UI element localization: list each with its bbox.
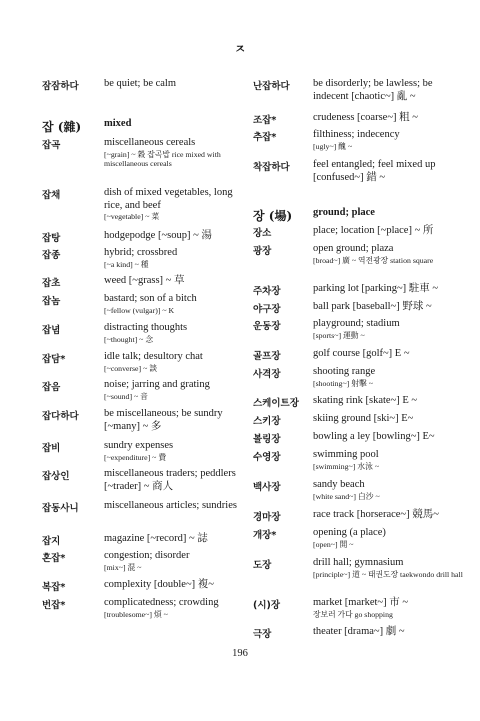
entry-definition [313,318,467,340]
definition-text: be disorderly; be lawless; be indecent [chaotic~] 亂 ~ [313,78,433,102]
dictionary-entry [42,550,238,572]
entry-headword: 잡비 [42,443,61,454]
dictionary-entry [253,243,467,265]
definition-text: distracting thoughts [104,322,188,333]
section-heading [42,118,238,132]
entry-definition [104,275,238,288]
entry-definition [313,207,467,220]
definition-subnote: [~thought] ~ 念 [104,334,154,344]
entry-definition [104,351,238,373]
entry-definition [313,348,467,361]
definition-text: dish of mixed vegetables, long rice, and beef [104,187,233,211]
definition-text: crudeness [coarse~] 粗 ~ [313,112,418,123]
entry-headword: 도장 [253,560,272,571]
entry-definition [313,449,467,471]
dictionary-entry [253,112,467,126]
entry-definition [104,293,238,315]
definition-text: be quiet; be calm [104,78,177,89]
definition-text: shooting range [313,366,376,377]
definition-subnote: [ugly~] 醜 ~ [313,141,353,151]
definition-text: drill hall; gymnasium [313,557,404,568]
entry-headword: (시)장 [253,600,281,611]
entry-definition [313,159,467,184]
entry-headword: 복잡* [42,582,66,593]
dictionary-entry [42,597,238,619]
entry-headword: 스키장 [253,416,281,427]
definition-text: be miscellaneous; be sundry [~many] ~ 多 [104,408,223,432]
entry-headword: 난잡하다 [253,81,290,92]
dictionary-entry [42,78,238,92]
entry-headword: 잡채 [42,190,61,201]
entry-definition [104,468,238,493]
entry-headword: 잡놈 [42,296,61,307]
definition-text: congestion; disorder [104,550,190,561]
dictionary-entry [42,468,238,493]
section-heading [253,207,467,221]
definition-text: skating rink [skate~] E ~ [313,395,418,406]
entry-definition [313,557,467,579]
dictionary-entry [253,597,467,619]
dictionary-entry [42,293,238,315]
definition-subnote: [~grain] ~ 穀 잡곡밥 rice mixed with miscellaneous cereals [104,149,221,168]
page-header: ㅈ [234,42,246,56]
entry-definition [313,78,467,103]
entry-definition [313,112,467,125]
definition-text: feel entangled; feel mixed up [confused~] 錯 ~ [313,159,436,183]
definition-text: open ground; plaza [313,243,394,254]
dictionary-entry [253,449,467,471]
entry-definition [104,579,238,592]
dictionary-entry [253,318,467,340]
dictionary-entry [253,509,467,523]
entry-headword: 장 (場) [253,209,293,223]
entry-definition [104,440,238,462]
definition-subnote: [open~] 開 ~ [313,539,354,549]
entry-definition [104,597,238,619]
dictionary-entry [42,533,238,547]
entry-headword: 잡념 [42,325,61,336]
definition-text: miscellaneous articles; sundries [104,500,237,511]
definition-text: playground; stadium [313,318,400,329]
dictionary-entry [253,225,467,239]
definition-subnote: [mix~] 混 ~ [104,562,142,572]
dictionary-entry [253,301,467,315]
dictionary-entry [42,579,238,593]
definition-text: ground; place [313,207,375,218]
entry-headword: 잡다하다 [42,411,79,422]
definition-subnote: [principle~] 道 ~ 태권도장 taekwondo drill hall [313,569,463,579]
definition-text: market [market~] 市 ~ [313,597,409,608]
entry-headword: 잡 (雜) [42,120,82,134]
dictionary-entry [253,159,467,184]
dictionary-entry [253,479,467,501]
definition-subnote: [sports~] 運動 ~ [313,330,365,340]
dictionary-entry [42,500,238,514]
entry-headword: 번잡* [42,600,66,611]
definition-text: bastard; son of a bitch [104,293,197,304]
definition-subnote: [swimming~] 水泳 ~ [313,461,380,471]
entry-headword: 잠잠하다 [42,81,79,92]
definition-subnote: [~expenditure] ~ 費 [104,452,167,462]
entry-headword: 잡탕 [42,233,61,244]
definition-text: complicatedness; crowding [104,597,219,608]
definition-text: bowling a ley [bowling~] E~ [313,431,435,442]
definition-text: idle talk; desultory chat [104,351,203,362]
entry-headword: 운동장 [253,321,281,332]
dictionary-entry [253,129,467,151]
definition-text: theater [drama~] 劇 ~ [313,626,405,637]
dictionary-entry [253,366,467,388]
definition-text: magazine [~record] ~ 誌 [104,533,208,544]
entry-definition [313,395,467,408]
definition-text: sandy beach [313,479,365,490]
entry-headword: 잡지 [42,536,61,547]
entry-headword: 잡곡 [42,140,61,151]
dictionary-entry [42,408,238,433]
dictionary-entry [42,187,238,222]
entry-definition [104,550,238,572]
entry-headword: 골프장 [253,351,281,362]
definition-subnote: [~converse] ~ 談 [104,363,158,373]
dictionary-entry [42,322,238,344]
entry-headword: 수영장 [253,452,281,463]
dictionary-entry [253,78,467,103]
entry-definition [104,533,238,546]
entry-definition [104,137,238,169]
entry-definition [313,509,467,522]
entry-definition [104,187,238,222]
definition-text: miscellaneous cereals [104,137,196,148]
definition-text: filthiness; indecency [313,129,400,140]
definition-text: complexity [double~] 複~ [104,579,214,590]
definition-text: ball park [baseball~] 野球 ~ [313,301,432,312]
definition-text: skiing ground [ski~] E~ [313,413,414,424]
definition-subnote: [troublesome~] 煩 ~ [104,609,168,619]
entry-definition [104,247,238,269]
entry-headword: 조잡* [253,115,277,126]
definition-subnote: [~sound] ~ 音 [104,391,148,401]
dictionary-entry [253,557,467,579]
definition-text: swimming pool [313,449,379,460]
entry-headword: 추잡* [253,132,277,143]
definition-text: race track [horserace~] 競馬~ [313,509,439,520]
entry-definition [313,413,467,426]
entry-definition [104,408,238,433]
dictionary-entry [253,395,467,409]
entry-definition [313,527,467,549]
entry-headword: 광장 [253,246,272,257]
dictionary-entry [253,431,467,445]
entry-definition [104,230,238,243]
definition-text: golf course [golf~] E ~ [313,348,410,359]
definition-subnote: [~a kind] ~ 種 [104,259,149,269]
entry-definition [313,597,467,619]
entry-headword: 백사장 [253,482,281,493]
entry-headword: 볼링장 [253,434,281,445]
entry-definition [313,626,467,639]
definition-text: parking lot [parking~] 駐車 ~ [313,283,439,294]
entry-definition [313,479,467,501]
entry-headword: 장소 [253,228,272,239]
entry-headword: 잡상인 [42,471,70,482]
definition-subnote: [~vegetable] ~ 菜 [104,212,160,221]
definition-subnote: [~fellow (vulgar)] ~ K [104,305,175,315]
entry-headword: 잡동사니 [42,503,79,514]
dictionary-entry [253,348,467,362]
entry-definition [313,129,467,151]
definition-text: opening (a place) [313,527,386,538]
entry-headword: 혼잡* [42,553,66,564]
dictionary-entry [42,351,238,373]
definition-text: hybrid; crossbred [104,247,178,258]
entry-headword: 스케이트장 [253,398,299,409]
dictionary-entry [253,283,467,297]
entry-definition [313,225,467,238]
entry-definition [313,366,467,388]
entry-headword: 사격장 [253,369,281,380]
definition-text: sundry expenses [104,440,174,451]
definition-text: mixed [104,118,132,129]
dictionary-entry [253,626,467,640]
entry-definition [313,283,467,296]
entry-headword: 착잡하다 [253,162,290,173]
dictionary-entry [253,413,467,427]
entry-headword: 잡초 [42,278,61,289]
definition-subnote: [broad~] 廣 ~ 역전광장 station square [313,255,434,265]
definition-text: miscellaneous traders; peddlers [~trader] ~ 商人 [104,468,236,492]
dictionary-entry [42,230,238,244]
definition-text: hodgepodge [~soup] ~ 湯 [104,230,212,241]
page-number: 196 [232,648,248,659]
dictionary-entry [42,247,238,269]
dictionary-entry [253,527,467,549]
definition-subnote: 장보러 가다 go shopping [313,609,393,619]
entry-definition [104,118,238,131]
entry-headword: 극장 [253,629,272,640]
entry-definition [104,78,238,91]
definition-subnote: [shooting~] 射擊 ~ [313,378,373,388]
entry-definition [313,431,467,444]
entry-headword: 개장* [253,530,277,541]
entry-headword: 경마장 [253,512,281,523]
entry-headword: 잡종 [42,250,61,261]
definition-text: place; location [~place] ~ 所 [313,225,434,236]
dictionary-entry [42,440,238,462]
entry-definition [313,243,467,265]
entry-definition [313,301,467,314]
dictionary-entry [42,379,238,401]
entry-definition [104,500,238,513]
dictionary-entry [42,275,238,289]
entry-headword: 잡음 [42,382,61,393]
entry-headword: 야구장 [253,304,281,315]
entry-headword: 주차장 [253,286,281,297]
entry-definition [104,379,238,401]
definition-subnote: [white sand~] 白沙 ~ [313,491,380,501]
definition-text: weed [~grass] ~ 草 [104,275,185,286]
definition-text: noise; jarring and grating [104,379,210,390]
entry-definition [104,322,238,344]
dictionary-entry [42,137,238,169]
entry-headword: 잡담* [42,354,66,365]
